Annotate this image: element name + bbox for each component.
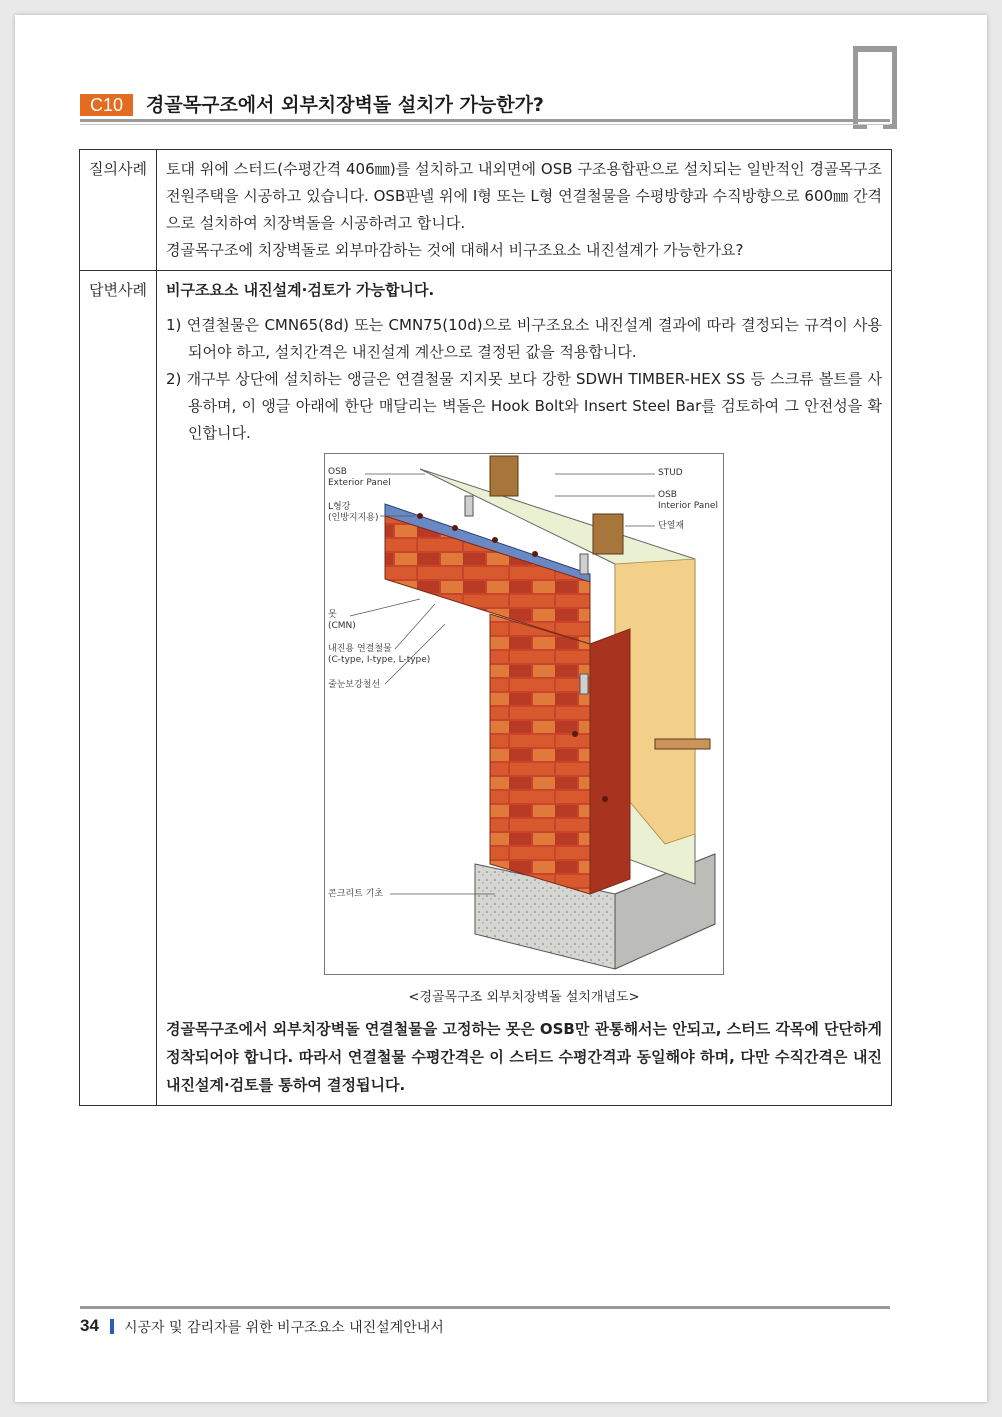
section-header bbox=[80, 92, 890, 122]
label-stud: STUD bbox=[658, 468, 683, 478]
question-label: 질의사례 bbox=[80, 150, 157, 271]
answer-conclusion: 경골목구조에서 외부치장벽돌 연결철물을 고정하는 못은 OSB만 관통해서는 안되고, 스터드 각목에 단단하게 정착되어야 합니다. 따라서 연결철물 수평간격은 이 스터드 수평간격과 동일해야 하며, 다만 수직간격은 내진 내진설계·검토를 통하여 결정됩니다. bbox=[166, 1020, 882, 1094]
figure-caption: <경골목구조 외부치장벽돌 설치개념도> bbox=[408, 990, 640, 1005]
section-badge: C10 bbox=[80, 94, 133, 116]
brick-veneer-diagram bbox=[324, 453, 724, 975]
qa-table bbox=[79, 149, 892, 1106]
book-title: 시공자 및 감리자를 위한 비구조요소 내진설계안내서 bbox=[124, 1320, 444, 1336]
question-text: 토대 위에 스터드(수평간격 406㎜)를 설치하고 내외면에 OSB 구조용합판으로 설치되는 일반적인 경골목구조 전원주택을 시공하고 있습니다. OSB판넬 위에 I형 또는 L형 연결철물을 수평방향과 수직방향으로 600㎜ 간격으로 설치하여 치장벽돌을 시공하려고 합니다. bbox=[166, 160, 882, 232]
answer-row bbox=[80, 271, 892, 1106]
label-osb-interior: OSB Interior Panel bbox=[658, 490, 718, 511]
label-joint-rebar: 줄눈보강철선 bbox=[328, 680, 381, 690]
answer-label: 답변사례 bbox=[80, 271, 157, 1106]
question-text-2: 경골목구조에 치장벽돌로 외부마감하는 것에 대해서 비구조요소 내진설계가 가능한가요? bbox=[166, 241, 744, 259]
brick-wall-illustration bbox=[325, 454, 723, 974]
page-title: 경골목구조에서 외부치장벽돌 설치가 가능한가? bbox=[146, 94, 544, 116]
footer-rule bbox=[80, 1306, 890, 1309]
label-foundation: 콘크리트 기초 bbox=[328, 889, 384, 899]
header-rule bbox=[80, 119, 890, 122]
answer-item-2: 2) 개구부 상단에 설치하는 앵글은 연결철물 지지못 보다 강한 SDWH TIMBER-HEX SS 등 스크류 볼트를 사용하며, 이 앵글 아래에 한단 매달리는 벽돌은 Hook Bolt와 Insert Steel Bar를 검토하여 그 안전성을 확인합니다. bbox=[166, 370, 882, 442]
page-number: 34 bbox=[80, 1316, 99, 1335]
answer-content bbox=[157, 271, 892, 1106]
footer-accent-bar bbox=[110, 1319, 114, 1334]
answer-head: 비구조요소 내진설계·검토가 가능합니다. bbox=[166, 281, 435, 299]
label-insulation: 단열재 bbox=[658, 521, 685, 531]
question-row bbox=[80, 150, 892, 271]
answer-item-1: 1) 연결철물은 CMN65(8d) 또는 CMN75(10d)으로 비구조요소 내진설계 결과에 따라 결정되는 규격이 사용되어야 하고, 설치간격은 내진설계 계산으로 결정된 값을 적용합니다. bbox=[166, 316, 882, 361]
label-l-angle: L형강 (인방지지용) bbox=[328, 502, 379, 523]
question-content bbox=[157, 150, 892, 271]
label-osb-exterior: OSB Exterior Panel bbox=[328, 467, 391, 488]
label-seismic-tie: 내진용 연결철물 (C-type, I-type, L-type) bbox=[328, 644, 431, 665]
label-nail: 못 (CMN) bbox=[328, 610, 356, 631]
figure-wrapper bbox=[166, 453, 882, 1007]
header-rule-thin bbox=[80, 124, 890, 125]
